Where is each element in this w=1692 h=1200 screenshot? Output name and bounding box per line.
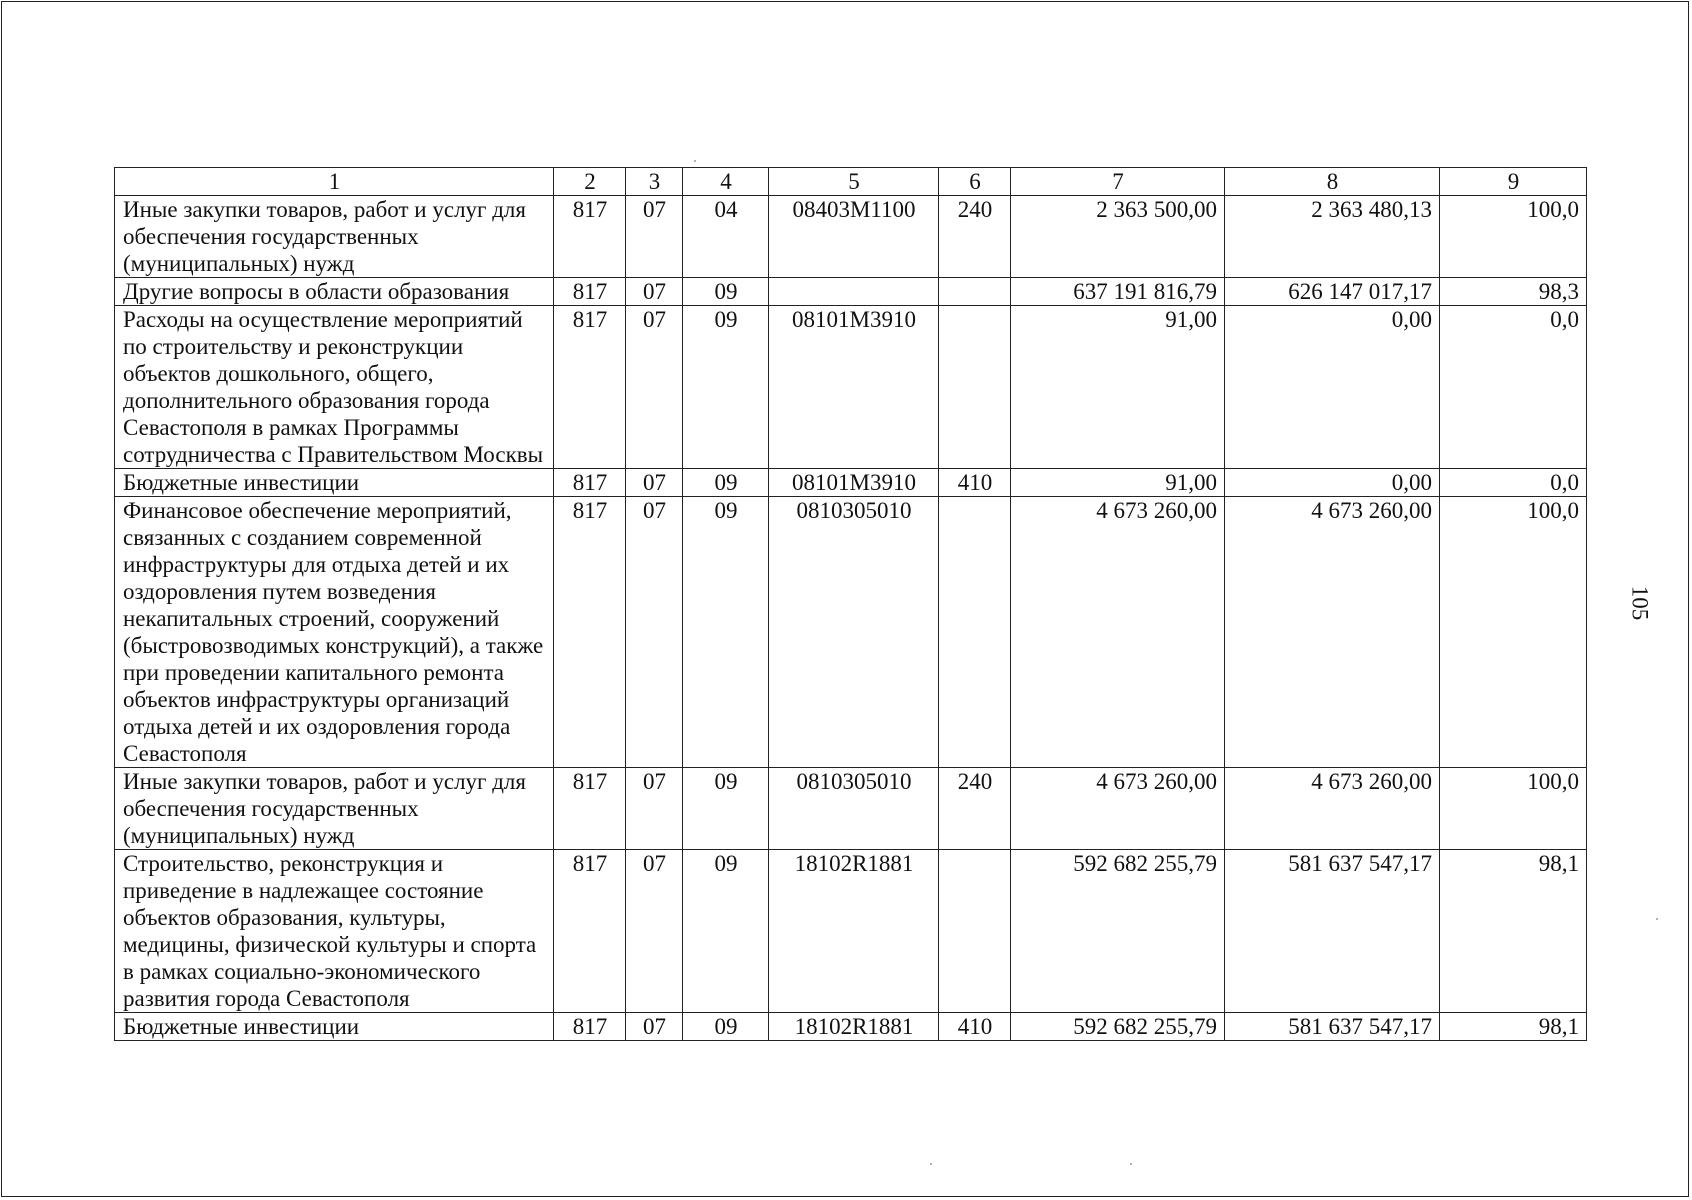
row-name: Иные закупки товаров, работ и услуг для обеспечения государственных (муниципальных) нужд [115, 196, 554, 278]
scan-speck [694, 160, 696, 162]
row-name: Иные закупки товаров, работ и услуг для обеспечения государственных (муниципальных) нужд [115, 768, 554, 850]
row-percent: 98,3 [1440, 278, 1587, 306]
row-razdel: 07 [626, 768, 683, 850]
row-glava: 817 [554, 497, 626, 768]
row-vr [939, 306, 1011, 469]
row-plan: 592 682 255,79 [1011, 1013, 1225, 1041]
row-fact: 4 673 260,00 [1225, 497, 1440, 768]
row-plan: 4 673 260,00 [1011, 497, 1225, 768]
row-glava: 817 [554, 196, 626, 278]
row-name: Бюджетные инвестиции [115, 1013, 554, 1041]
row-podrazdel: 04 [683, 196, 769, 278]
row-name: Расходы на осуществление мероприятий по строительству и реконструкции объектов дошкольного, общего, дополнительного образования города Севастополя в рамках Программы сотрудничества с Правительством Москвы [115, 306, 554, 469]
header-cell: 6 [939, 168, 1011, 196]
row-csr: 0810305010 [769, 497, 939, 768]
scan-speck [1656, 918, 1658, 920]
row-vr [939, 850, 1011, 1013]
header-cell: 8 [1225, 168, 1440, 196]
table-row [115, 497, 1587, 768]
row-csr: 18102R1881 [769, 1013, 939, 1041]
row-plan: 2 363 500,00 [1011, 196, 1225, 278]
row-percent: 0,0 [1440, 469, 1587, 497]
table-row [115, 469, 1587, 497]
row-podrazdel: 09 [683, 306, 769, 469]
row-name: Строительство, реконструкция и приведение в надлежащее состояние объектов образования, культуры, медицины, физической культуры и спорта в рамках социально-экономического развития города Севастополя [115, 850, 554, 1013]
row-razdel: 07 [626, 469, 683, 497]
row-razdel: 07 [626, 196, 683, 278]
table-row [115, 850, 1587, 1013]
row-plan: 91,00 [1011, 469, 1225, 497]
row-csr: 08403М1100 [769, 196, 939, 278]
row-razdel: 07 [626, 497, 683, 768]
row-fact: 4 673 260,00 [1225, 768, 1440, 850]
row-csr [769, 278, 939, 306]
header-cell: 4 [683, 168, 769, 196]
row-razdel: 07 [626, 306, 683, 469]
row-fact: 2 363 480,13 [1225, 196, 1440, 278]
header-cell: 7 [1011, 168, 1225, 196]
table-row [115, 1013, 1587, 1041]
scan-speck [1130, 1163, 1132, 1165]
row-percent: 98,1 [1440, 850, 1587, 1013]
row-glava: 817 [554, 278, 626, 306]
row-plan: 4 673 260,00 [1011, 768, 1225, 850]
table-row [115, 768, 1587, 850]
row-fact: 626 147 017,17 [1225, 278, 1440, 306]
row-razdel: 07 [626, 1013, 683, 1041]
row-name: Другие вопросы в области образования [115, 278, 554, 306]
row-podrazdel: 09 [683, 1013, 769, 1041]
row-plan: 592 682 255,79 [1011, 850, 1225, 1013]
table-row [115, 196, 1587, 278]
row-vr: 410 [939, 1013, 1011, 1041]
header-cell: 2 [554, 168, 626, 196]
row-plan: 91,00 [1011, 306, 1225, 469]
row-fact: 581 637 547,17 [1225, 850, 1440, 1013]
row-percent: 100,0 [1440, 768, 1587, 850]
row-vr [939, 497, 1011, 768]
row-razdel: 07 [626, 278, 683, 306]
row-podrazdel: 09 [683, 850, 769, 1013]
row-glava: 817 [554, 306, 626, 469]
table-row [115, 306, 1587, 469]
row-vr: 240 [939, 196, 1011, 278]
row-fact: 0,00 [1225, 306, 1440, 469]
row-name: Бюджетные инвестиции [115, 469, 554, 497]
row-fact: 0,00 [1225, 469, 1440, 497]
row-csr: 08101М3910 [769, 306, 939, 469]
row-percent: 100,0 [1440, 497, 1587, 768]
header-cell: 3 [626, 168, 683, 196]
row-podrazdel: 09 [683, 768, 769, 850]
row-percent: 100,0 [1440, 196, 1587, 278]
row-glava: 817 [554, 469, 626, 497]
row-podrazdel: 09 [683, 278, 769, 306]
row-fact: 581 637 547,17 [1225, 1013, 1440, 1041]
page-number: 105 [1627, 585, 1653, 621]
header-row [115, 168, 1587, 196]
row-csr: 08101М3910 [769, 469, 939, 497]
table-row [115, 278, 1587, 306]
row-podrazdel: 09 [683, 469, 769, 497]
row-percent: 0,0 [1440, 306, 1587, 469]
header-cell: 5 [769, 168, 939, 196]
budget-table [114, 167, 1587, 1041]
row-razdel: 07 [626, 850, 683, 1013]
row-glava: 817 [554, 768, 626, 850]
row-glava: 817 [554, 1013, 626, 1041]
row-csr: 0810305010 [769, 768, 939, 850]
row-plan: 637 191 816,79 [1011, 278, 1225, 306]
row-vr: 410 [939, 469, 1011, 497]
row-glava: 817 [554, 850, 626, 1013]
row-name: Финансовое обеспечение мероприятий, связанных с созданием современной инфраструктуры для отдыха детей и их оздоровления путем возведения некапитальных строений, сооружений (быстровозводимых конструкций), а также при проведении капитального ремонта объектов инфраструктуры организаций отдыха детей и их оздоровления города Севастополя [115, 497, 554, 768]
row-vr [939, 278, 1011, 306]
scan-speck [930, 1163, 932, 1165]
row-csr: 18102R1881 [769, 850, 939, 1013]
row-percent: 98,1 [1440, 1013, 1587, 1041]
header-cell: 1 [115, 168, 554, 196]
row-vr: 240 [939, 768, 1011, 850]
header-cell: 9 [1440, 168, 1587, 196]
row-podrazdel: 09 [683, 497, 769, 768]
